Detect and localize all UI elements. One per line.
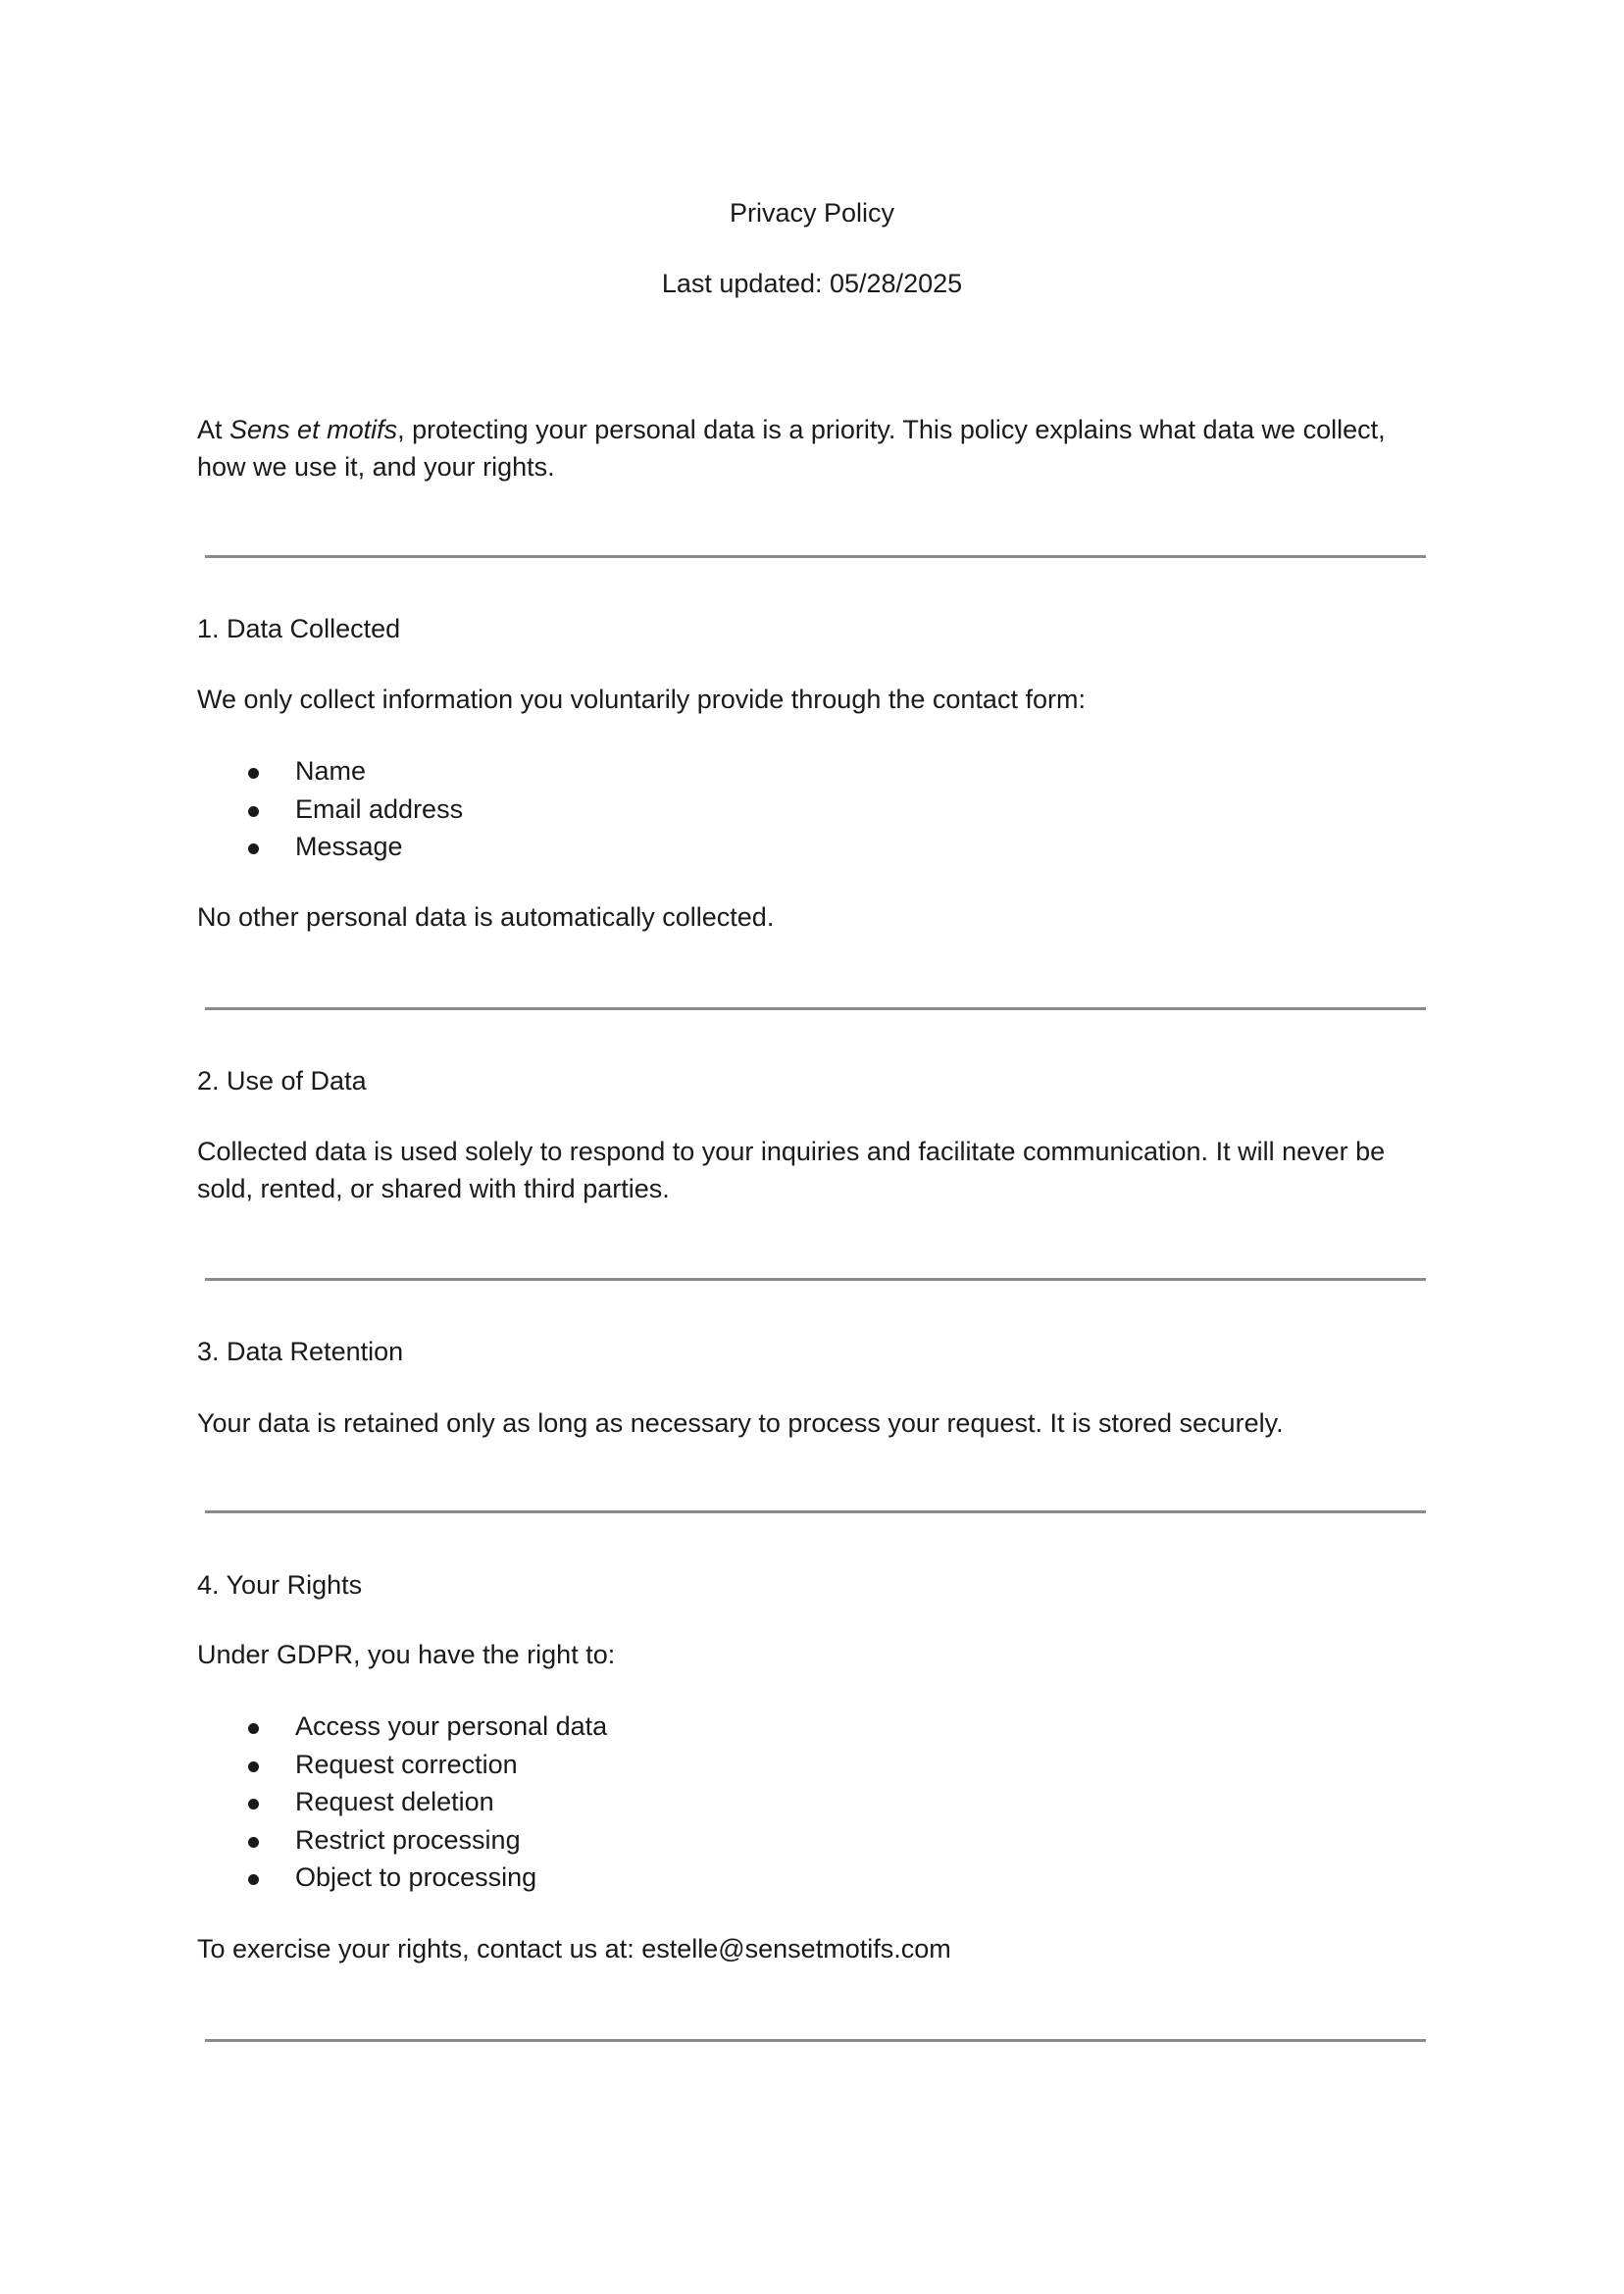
section-lead: We only collect information you voluntarily provide through the contact form: [197, 685, 1086, 714]
intro-prefix: At [197, 415, 230, 444]
bullet-icon [248, 768, 259, 779]
brand-name: Sens et motifs [229, 415, 398, 444]
list-item: Email address [197, 790, 463, 829]
collected-data-list [197, 752, 463, 866]
section-closing: No other personal data is automatically collected. [197, 902, 775, 932]
divider [205, 1007, 1426, 1010]
intro-line2: how we use it, and your rights. [197, 452, 555, 482]
intro-paragraph [197, 411, 1443, 485]
bullet-icon [248, 843, 259, 854]
bullet-icon [248, 1799, 259, 1810]
section-heading-use-of-data: 2. Use of Data [197, 1066, 367, 1096]
divider [205, 1510, 1426, 1513]
bullet-icon [248, 1723, 259, 1734]
bullet-icon [248, 1761, 259, 1772]
last-updated: Last updated: 05/28/2025 [661, 269, 963, 298]
rights-list [197, 1708, 607, 1897]
list-item: Object to processing [197, 1859, 607, 1897]
section-lead: Under GDPR, you have the right to: [197, 1640, 616, 1669]
rights-contact: To exercise your rights, contact us at: estelle@sensetmotifs.com [197, 1934, 951, 1963]
section-heading-data-collected: 1. Data Collected [197, 614, 401, 643]
data-retention-paragraph: Your data is retained only as long as necessary to process your request. It is stored securely. [197, 1408, 1284, 1438]
bullet-icon [248, 1837, 259, 1848]
section-heading-your-rights: 4. Your Rights [197, 1570, 363, 1600]
divider [205, 2039, 1426, 2042]
section-heading-data-retention: 3. Data Retention [197, 1337, 404, 1366]
intro-rest: , protecting your personal data is a priority. This policy explains what data we collect, [397, 415, 1386, 444]
list-item: Request deletion [197, 1783, 607, 1821]
bullet-icon [248, 806, 259, 817]
list-item: Name [197, 752, 463, 790]
list-item: Restrict processing [197, 1821, 607, 1860]
use-of-data-paragraph: Collected data is used solely to respond to your inquiries and facilitate communication. It will never be sold, rented, or shared with third parties. [197, 1137, 1386, 1203]
page-title: Privacy Policy [729, 198, 895, 228]
list-item: Request correction [197, 1746, 607, 1784]
list-item: Message [197, 828, 463, 866]
divider [205, 555, 1426, 558]
bullet-icon [248, 1874, 259, 1885]
divider [205, 1278, 1426, 1281]
list-item: Access your personal data [197, 1708, 607, 1746]
